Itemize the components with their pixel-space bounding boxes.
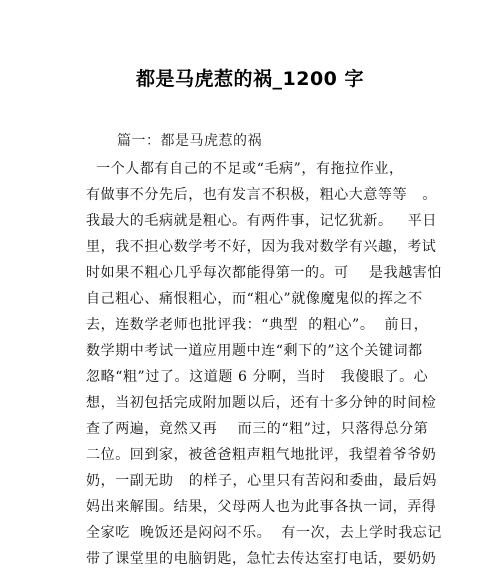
body-line: 二位。回到家，被爸爸粗声粗气地批评，我望着爷爷奶: [86, 447, 437, 463]
body-line: 全家吃 晚饭还是闷闷不乐。 有一次，去上学时我忘记: [86, 525, 442, 541]
body-line: 数学期中考试一道应用题中连“剩下的”这个关键词都: [86, 343, 423, 359]
body-line: 我最大的毛病就是粗心。有两件事，记忆犹新。 平日: [86, 213, 437, 229]
document-title: 都是马虎惹的祸_1200 字: [136, 68, 364, 90]
body-line: 想，当初包括完成附加题以后，还有十多分钟的时间检: [86, 395, 437, 411]
body-line: 带了课堂里的电脑钥匙，急忙去传达室打电话，要奶奶: [86, 551, 437, 567]
body-line: 妈出来解围。结果，父母两人也为此事各执一词，弄得: [86, 499, 437, 515]
body-text: [86, 156, 442, 572]
body-line: 一个人都有自己的不足或“毛病”，有拖拉作业，: [86, 161, 404, 177]
body-line: 去，连数学老师也批评我：“典型 的粗心”。 前日，: [86, 317, 429, 333]
body-line: 时如果不粗心几乎每次都能得第一的。可 是我越害怕: [86, 265, 442, 281]
body-line: 有做事不分先后，也有发言不积极，粗心大意等等 。: [86, 187, 437, 203]
section-heading: 篇一：都是马虎惹的祸: [117, 133, 262, 149]
body-line: 忽略“粗”过了。这道题 6 分啊，当时 我傻眼了。心: [86, 369, 429, 385]
body-line: 里，我不担心数学考不好，因为我对数学有兴趣，考试: [86, 239, 437, 255]
body-line: 自己粗心、痛恨粗心，而“粗心”就像魔鬼似的挥之不: [86, 291, 423, 307]
body-line: 查了两遍，竟然又再 而三的“粗”过，只落得总分第: [86, 421, 429, 437]
body-line: 奶，一副无助 的样子，心里只有苦闷和委曲，最后妈: [86, 473, 437, 489]
